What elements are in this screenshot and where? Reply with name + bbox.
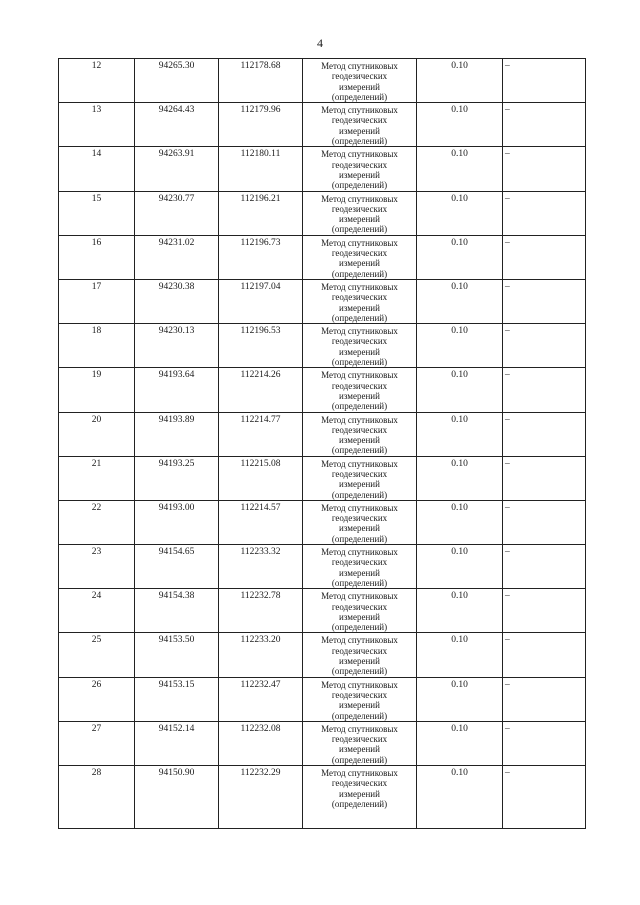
method-line: измерений <box>339 81 380 92</box>
extra-cell: – <box>503 59 586 103</box>
method-line: Метод спутниковых <box>321 502 398 513</box>
accuracy-cell: 0.10 <box>417 191 503 235</box>
method-line: геодезических <box>331 601 388 612</box>
method-cell <box>303 324 417 368</box>
method-line: (определений) <box>331 136 388 147</box>
method-line: Метод спутниковых <box>321 193 398 204</box>
method-line: геодезических <box>331 513 388 524</box>
method-line: измерений <box>339 656 380 667</box>
table-row <box>59 235 586 279</box>
x-coordinate-cell: 94193.64 <box>135 368 219 412</box>
method-line: (определений) <box>331 622 388 633</box>
y-coordinate-cell: 112232.47 <box>219 677 303 721</box>
extra-cell: – <box>503 147 586 191</box>
method-line: геодезических <box>331 71 388 82</box>
method-line: (определений) <box>331 445 388 456</box>
extra-cell: – <box>503 633 586 677</box>
method-cell <box>303 103 417 147</box>
method-cell <box>303 589 417 633</box>
y-coordinate-cell: 112178.68 <box>219 59 303 103</box>
method-cell <box>303 545 417 589</box>
method-cell <box>303 721 417 765</box>
y-coordinate-cell: 112232.29 <box>219 766 303 829</box>
extra-cell: – <box>503 103 586 147</box>
method-line: геодезических <box>331 645 388 656</box>
point-number-cell: 18 <box>59 324 135 368</box>
y-coordinate-cell: 112214.77 <box>219 412 303 456</box>
extra-cell: – <box>503 279 586 323</box>
method-line: Метод спутниковых <box>321 370 398 381</box>
x-coordinate-cell: 94265.30 <box>135 59 219 103</box>
accuracy-cell: 0.10 <box>417 766 503 829</box>
table-row <box>59 677 586 721</box>
accuracy-cell: 0.10 <box>417 500 503 544</box>
method-cell <box>303 677 417 721</box>
extra-cell: – <box>503 191 586 235</box>
method-line: Метод спутниковых <box>321 61 398 71</box>
table-row <box>59 545 586 589</box>
method-line: Метод спутниковых <box>321 679 398 690</box>
method-line: измерений <box>339 744 380 755</box>
method-line: измерений <box>339 258 380 269</box>
point-number-cell: 19 <box>59 368 135 412</box>
point-number-cell: 16 <box>59 235 135 279</box>
method-line: Метод спутниковых <box>321 149 398 160</box>
y-coordinate-cell: 112214.57 <box>219 500 303 544</box>
method-line: (определений) <box>331 401 388 412</box>
method-cell <box>303 456 417 500</box>
method-line: измерений <box>339 302 380 313</box>
method-line: Метод спутниковых <box>321 281 398 292</box>
point-number-cell: 25 <box>59 633 135 677</box>
method-line: Метод спутниковых <box>321 768 398 778</box>
point-number-cell: 28 <box>59 766 135 829</box>
method-line: Метод спутниковых <box>321 414 398 425</box>
method-line: Метод спутниковых <box>321 547 398 558</box>
accuracy-cell: 0.10 <box>417 412 503 456</box>
method-line: Метод спутниковых <box>321 723 398 734</box>
method-line: геодезических <box>331 336 388 347</box>
point-number-cell: 12 <box>59 59 135 103</box>
y-coordinate-cell: 112232.08 <box>219 721 303 765</box>
x-coordinate-cell: 94153.50 <box>135 633 219 677</box>
method-line: геодезических <box>331 778 388 789</box>
accuracy-cell: 0.10 <box>417 721 503 765</box>
y-coordinate-cell: 112232.78 <box>219 589 303 633</box>
extra-cell: – <box>503 545 586 589</box>
point-number-cell: 24 <box>59 589 135 633</box>
method-line: геодезических <box>331 557 388 568</box>
table-row <box>59 147 586 191</box>
method-line: геодезических <box>331 203 388 214</box>
accuracy-cell: 0.10 <box>417 103 503 147</box>
table-row <box>59 59 586 103</box>
extra-cell: – <box>503 235 586 279</box>
accuracy-cell: 0.10 <box>417 633 503 677</box>
y-coordinate-cell: 112214.26 <box>219 368 303 412</box>
method-line: (определений) <box>331 312 388 323</box>
method-line: Метод спутниковых <box>321 635 398 646</box>
method-line: (определений) <box>331 754 388 765</box>
method-line: измерений <box>339 169 380 180</box>
y-coordinate-cell: 112196.73 <box>219 235 303 279</box>
x-coordinate-cell: 94150.90 <box>135 766 219 829</box>
method-line: (определений) <box>331 533 388 544</box>
accuracy-cell: 0.10 <box>417 147 503 191</box>
point-number-cell: 17 <box>59 279 135 323</box>
point-number-cell: 14 <box>59 147 135 191</box>
x-coordinate-cell: 94193.25 <box>135 456 219 500</box>
x-coordinate-cell: 94153.15 <box>135 677 219 721</box>
method-line: измерений <box>339 125 380 136</box>
method-line: измерений <box>339 700 380 711</box>
method-cell <box>303 368 417 412</box>
extra-cell: – <box>503 324 586 368</box>
method-line: Метод спутниковых <box>321 326 398 337</box>
method-line: (определений) <box>331 224 388 235</box>
x-coordinate-cell: 94152.14 <box>135 721 219 765</box>
point-number-cell: 23 <box>59 545 135 589</box>
method-line: измерений <box>339 611 380 622</box>
method-line: геодезических <box>331 380 388 391</box>
method-line: измерений <box>339 390 380 401</box>
point-number-cell: 27 <box>59 721 135 765</box>
point-number-cell: 13 <box>59 103 135 147</box>
x-coordinate-cell: 94154.65 <box>135 545 219 589</box>
point-number-cell: 21 <box>59 456 135 500</box>
method-cell <box>303 147 417 191</box>
accuracy-cell: 0.10 <box>417 324 503 368</box>
method-line: (определений) <box>331 91 388 102</box>
table-row <box>59 191 586 235</box>
extra-cell: – <box>503 500 586 544</box>
method-line: геодезических <box>331 689 388 700</box>
x-coordinate-cell: 94230.13 <box>135 324 219 368</box>
point-number-cell: 26 <box>59 677 135 721</box>
x-coordinate-cell: 94264.43 <box>135 103 219 147</box>
method-cell <box>303 766 417 829</box>
accuracy-cell: 0.10 <box>417 279 503 323</box>
method-line: (определений) <box>331 798 388 809</box>
table-row <box>59 766 586 829</box>
method-line: геодезических <box>331 159 388 170</box>
method-line: (определений) <box>331 577 388 588</box>
point-number-cell: 15 <box>59 191 135 235</box>
method-line: измерений <box>339 523 380 534</box>
extra-cell: – <box>503 589 586 633</box>
extra-cell: – <box>503 412 586 456</box>
y-coordinate-cell: 112196.53 <box>219 324 303 368</box>
y-coordinate-cell: 112215.08 <box>219 456 303 500</box>
table-row <box>59 279 586 323</box>
accuracy-cell: 0.10 <box>417 59 503 103</box>
method-line: (определений) <box>331 666 388 677</box>
method-line: (определений) <box>331 268 388 279</box>
method-line: геодезических <box>331 468 388 479</box>
extra-cell: – <box>503 368 586 412</box>
method-line: геодезических <box>331 424 388 435</box>
method-line: (определений) <box>331 710 388 721</box>
coordinates-table <box>58 58 586 829</box>
point-number-cell: 22 <box>59 500 135 544</box>
accuracy-cell: 0.10 <box>417 589 503 633</box>
accuracy-cell: 0.10 <box>417 456 503 500</box>
x-coordinate-cell: 94193.00 <box>135 500 219 544</box>
method-line: Метод спутниковых <box>321 237 398 248</box>
y-coordinate-cell: 112233.32 <box>219 545 303 589</box>
method-line: геодезических <box>331 248 388 259</box>
x-coordinate-cell: 94230.77 <box>135 191 219 235</box>
method-cell <box>303 500 417 544</box>
method-line: геодезических <box>331 292 388 303</box>
y-coordinate-cell: 112180.11 <box>219 147 303 191</box>
table-row <box>59 633 586 677</box>
method-line: Метод спутниковых <box>321 458 398 469</box>
method-line: измерений <box>339 567 380 578</box>
accuracy-cell: 0.10 <box>417 677 503 721</box>
method-cell <box>303 633 417 677</box>
accuracy-cell: 0.10 <box>417 368 503 412</box>
method-cell <box>303 191 417 235</box>
method-cell <box>303 59 417 103</box>
table-row <box>59 721 586 765</box>
table-row <box>59 412 586 456</box>
table-row <box>59 103 586 147</box>
x-coordinate-cell: 94230.38 <box>135 279 219 323</box>
extra-cell: – <box>503 456 586 500</box>
y-coordinate-cell: 112197.04 <box>219 279 303 323</box>
method-cell <box>303 412 417 456</box>
method-cell <box>303 235 417 279</box>
extra-cell: – <box>503 677 586 721</box>
page-number: 4 <box>317 36 323 50</box>
x-coordinate-cell: 94263.91 <box>135 147 219 191</box>
extra-cell: – <box>503 766 586 829</box>
point-number-cell: 20 <box>59 412 135 456</box>
y-coordinate-cell: 112179.96 <box>219 103 303 147</box>
method-line: геодезических <box>331 734 388 745</box>
method-line: Метод спутниковых <box>321 105 398 116</box>
accuracy-cell: 0.10 <box>417 235 503 279</box>
method-line: геодезических <box>331 115 388 126</box>
y-coordinate-cell: 112233.20 <box>219 633 303 677</box>
table-row <box>59 500 586 544</box>
table-row <box>59 324 586 368</box>
method-line: измерений <box>339 214 380 225</box>
accuracy-cell: 0.10 <box>417 545 503 589</box>
table-row <box>59 368 586 412</box>
method-line: измерений <box>339 479 380 490</box>
method-line: Метод спутниковых <box>321 591 398 602</box>
x-coordinate-cell: 94154.38 <box>135 589 219 633</box>
method-line: измерений <box>339 346 380 357</box>
extra-cell: – <box>503 721 586 765</box>
method-line: измерений <box>339 788 380 799</box>
x-coordinate-cell: 94193.89 <box>135 412 219 456</box>
method-line: (определений) <box>331 357 388 368</box>
x-coordinate-cell: 94231.02 <box>135 235 219 279</box>
method-cell <box>303 279 417 323</box>
method-line: (определений) <box>331 489 388 500</box>
y-coordinate-cell: 112196.21 <box>219 191 303 235</box>
coordinates-table-body <box>59 59 586 829</box>
method-line: (определений) <box>331 180 388 191</box>
table-row <box>59 589 586 633</box>
method-line: измерений <box>339 435 380 446</box>
table-row <box>59 456 586 500</box>
